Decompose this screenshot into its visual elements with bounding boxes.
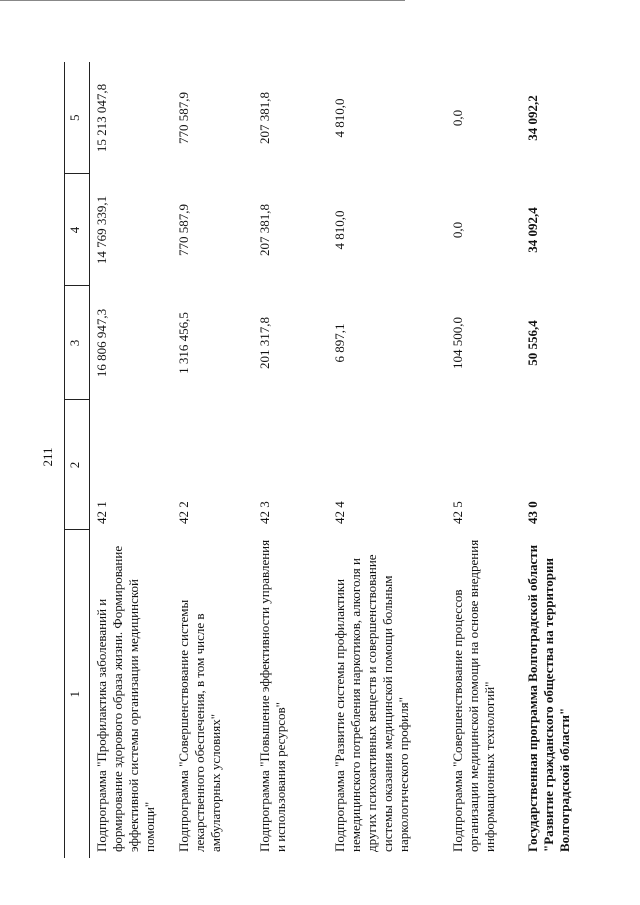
table-row [446, 62, 521, 858]
row-value-5: 34 092,2 [524, 95, 540, 141]
header-col-3: 3 [65, 286, 90, 400]
row-value-3: 50 556,4 [524, 320, 540, 366]
row-name: Подпрограмма "Профилактика заболеваний и формирование здорового образа жизни. Формирование эффективной системы организации медицинской помощи" [94, 545, 157, 852]
row-name: Государственная программа Волгоградской области "Развитие гражданского общества на территории Волгоградской области" [524, 544, 572, 852]
page-number: 211 [40, 447, 55, 467]
row-value-4: 4 810,0 [331, 210, 347, 250]
table-row [253, 62, 328, 858]
row-value-4: 34 092,4 [524, 207, 540, 253]
row-value-5: 4 810,0 [331, 98, 347, 138]
row-value-3: 1 316 456,5 [175, 312, 191, 374]
row-value-5: 15 213 047,8 [94, 83, 109, 153]
header-col-1: 1 [65, 530, 90, 858]
table-row [328, 62, 446, 858]
row-code: 42 4 [331, 501, 347, 524]
row-code: 42 1 [94, 501, 109, 524]
header-row [65, 62, 90, 858]
row-value-3: 6 897,1 [331, 323, 347, 363]
row-value-3: 16 806 947,3 [94, 308, 109, 378]
row-value-3: 201 317,8 [256, 317, 272, 369]
row-value-4: 207 381,8 [256, 204, 272, 256]
row-name: Подпрограмма "Совершенствование системы лекарственного обеспечения, в том числе в амбулаторных условиях" [175, 599, 223, 852]
row-name: Подпрограмма "Повышение эффективности управления и использования ресурсов" [256, 539, 288, 852]
header-col-4: 4 [65, 174, 90, 286]
budget-table [64, 62, 596, 858]
row-value-4: 0,0 [449, 221, 465, 239]
header-col-5: 5 [65, 62, 90, 174]
row-code: 43 0 [524, 501, 540, 524]
row-code: 42 5 [449, 501, 465, 524]
row-name: Подпрограмма "Развитие системы профилактики немедицинского потребления наркотиков, алкоголя и других психоактивных веществ и совершенствование системы оказания медицинской помощи больным наркологического профиля" [331, 554, 411, 852]
top-rule [0, 0, 405, 1]
table-row [172, 62, 253, 858]
row-value-3: 104 500,0 [449, 317, 465, 369]
rotated-table-container [64, 62, 594, 858]
table-row-total [521, 62, 596, 858]
row-value-5: 0,0 [449, 109, 465, 127]
row-value-5: 770 587,9 [175, 92, 191, 144]
row-value-4: 770 587,9 [175, 204, 191, 256]
header-col-2: 2 [65, 400, 90, 530]
row-code: 42 2 [175, 501, 191, 524]
row-value-5: 207 381,8 [256, 92, 272, 144]
table-row [90, 62, 172, 858]
row-value-4: 14 769 339,1 [94, 195, 109, 265]
row-code: 42 3 [256, 501, 272, 524]
row-name: Подпрограмма "Совершенствование процессов организации медицинской помощи на основе внедрения информационных технологий" [449, 539, 497, 852]
